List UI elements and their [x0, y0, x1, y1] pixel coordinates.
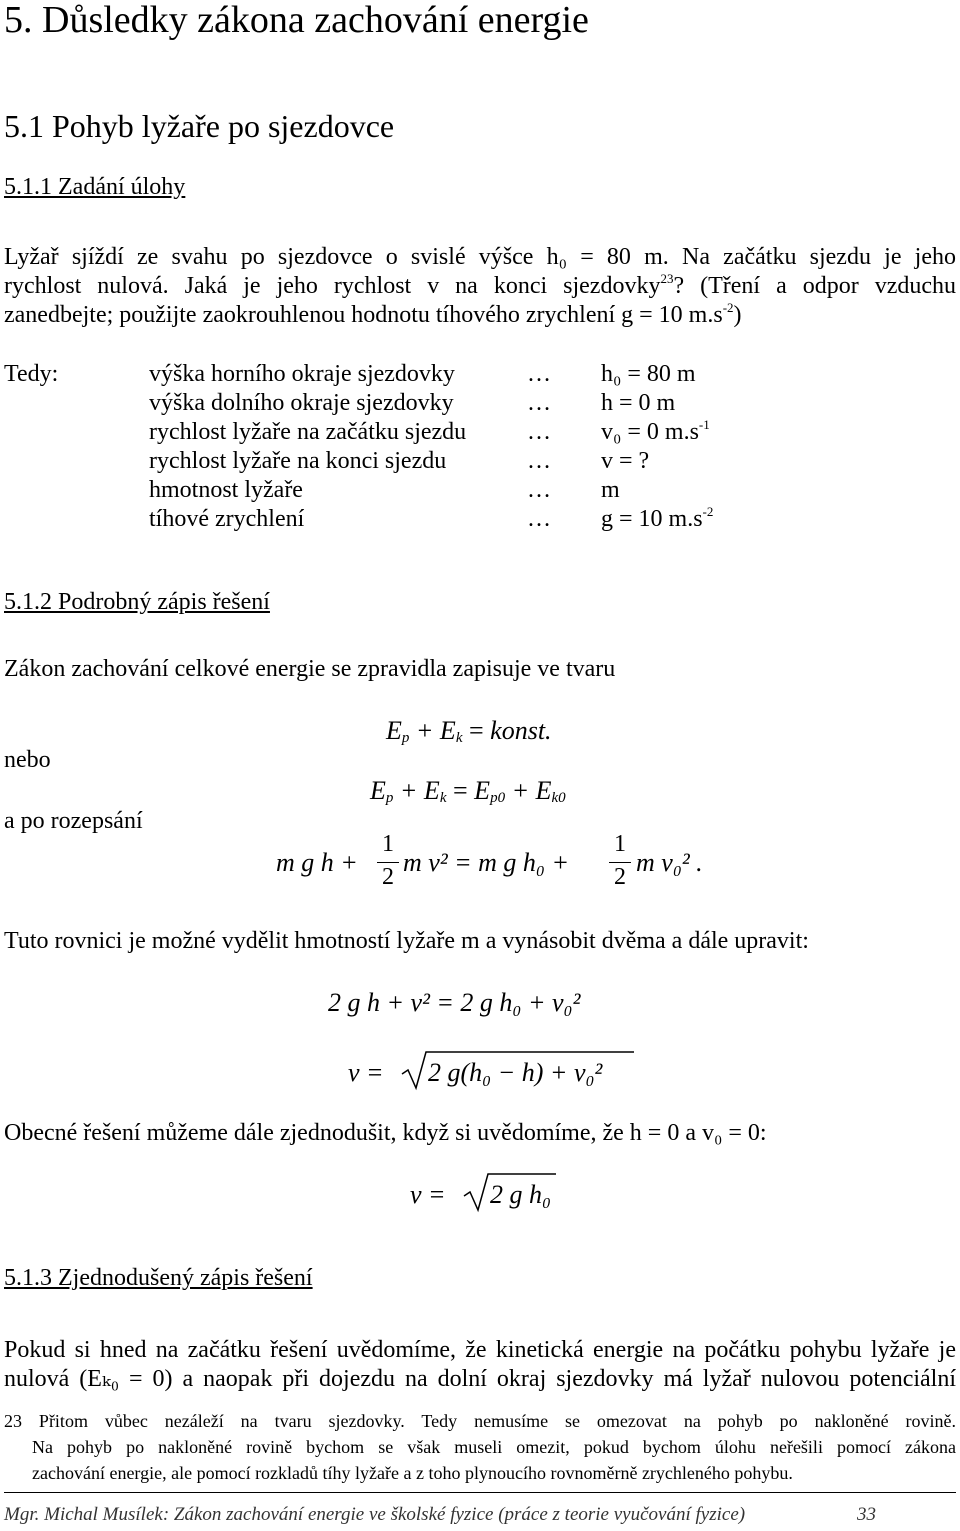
section-title: 5.1 Pohyb lyžaře po sjezdovce: [4, 108, 395, 144]
given-value-text: m: [601, 477, 620, 503]
footnote-line: 23 Přitom vůbec nezáleží na tvaru sjezdovky. Tedy nemusíme se omezovat na pohyb po nakloněné rovině.: [4, 1411, 956, 1431]
equation-energy-balance: $E_p + E_k = E_{p0} + E_{k0}$: [370, 776, 566, 806]
fraction-numerator: 1: [614, 831, 626, 857]
fraction-bar: [377, 862, 399, 863]
equation-simplified: 2 g h + v² = 2 g h₀ + v₀²: [328, 988, 581, 1017]
given-value-text: v₀ = 0 m.s: [601, 419, 699, 445]
fraction-bar: [609, 862, 631, 863]
page-number: 33: [857, 1504, 876, 1525]
task-paragraph: [4, 243, 956, 330]
simplified-line: Pokud si hned na začátku řešení uvědomíme, že kinetická energie na počátku pohybu lyžaře je: [4, 1337, 956, 1363]
footnote: [4, 1408, 956, 1486]
footnote-line: zachování energie, ale pomocí rozkladů tíhy lyžaře a z toho plynoucího rovnoměrně zrychleného pohybu.: [32, 1463, 793, 1483]
given-label: Tedy:: [4, 361, 59, 387]
chapter-title: 5. Důsledky zákona zachování energie: [4, 0, 589, 41]
given-row: [4, 505, 944, 534]
task-line: Lyžař sjíždí ze svahu po sjezdovce o svislé výšce h₀ = 80 m. Na začátku sjezdu je jeho: [4, 244, 956, 270]
equation-expanded-middle: m v² = m g h₀ +: [403, 848, 570, 877]
task-line: [4, 301, 956, 330]
subsection-title-simplified: 5.1.3 Zjednodušený zápis řešení: [4, 1265, 313, 1291]
given-table: [4, 360, 944, 534]
equation-v-root: 2 g(h₀ − h) + v₀²: [428, 1058, 603, 1087]
rozepsani-label: a po rozepsání: [4, 808, 143, 834]
given-desc: výška horního okraje sjezdovky: [149, 361, 455, 387]
equation-final-root: 2 g h₀: [490, 1180, 552, 1209]
given-value: [601, 476, 620, 505]
given-dots: …: [527, 506, 551, 532]
given-desc: rychlost lyžaře na konci sjezdu: [149, 448, 447, 474]
task-text: ): [733, 302, 742, 328]
given-value: [601, 505, 713, 534]
fraction-denominator: 2: [382, 864, 394, 890]
given-desc: výška dolního okraje sjezdovky: [149, 390, 454, 416]
fraction-numerator: 1: [382, 831, 394, 857]
footer-text: Mgr. Michal Musílek: Zákon zachování energie ve školské fyzice (práce z teorie vyučování fyzice): [4, 1504, 746, 1525]
simplified-paragraph: [4, 1336, 956, 1394]
given-row: [4, 447, 944, 476]
given-row: [4, 360, 944, 389]
task-line: [4, 272, 956, 301]
exponent: -2: [722, 300, 734, 315]
given-dots: …: [527, 477, 551, 503]
given-value-text: h = 0 m: [601, 390, 676, 416]
fraction-denominator: 2: [614, 864, 626, 890]
given-dots: …: [527, 448, 551, 474]
general-paragraph: Obecné řešení můžeme dále zjednodušit, když si uvědomíme, že h = 0 a v₀ = 0:: [4, 1120, 767, 1146]
given-desc: tíhové zrychlení: [149, 506, 305, 532]
given-desc: hmotnost lyžaře: [149, 477, 303, 503]
exponent: -1: [698, 417, 710, 432]
subsection-title-detailed: 5.1.2 Podrobný zápis řešení: [4, 589, 270, 615]
given-dots: …: [527, 419, 551, 445]
equation-expanded-left: m g h +: [276, 848, 358, 877]
task-text: zanedbejte; použijte zaokrouhlenou hodnotu tíhového zrychlení g = 10 m.s: [4, 302, 723, 328]
footnote-line: Na pohyb po nakloněné rovině bychom se však museli omezit, pokud bychom úlohu neřešili pomocí zákona: [32, 1437, 956, 1457]
equation-energy-constant: $E_p + E_k$ = konst.: [386, 716, 552, 746]
task-text: ? (Tření a odpor vzduchu: [673, 273, 957, 299]
given-row: [4, 476, 944, 505]
page-footer: [4, 1504, 954, 1526]
given-value-text: h₀ = 80 m: [601, 361, 696, 387]
task-text: rychlost nulová. Jaká je jeho rychlost v na konci sjezdovky: [4, 273, 661, 299]
footer-divider: [4, 1492, 956, 1493]
given-dots: …: [527, 390, 551, 416]
equation-final-left: v =: [410, 1180, 446, 1209]
nebo-label: nebo: [4, 747, 51, 773]
given-row: [4, 418, 944, 447]
divide-paragraph: Tuto rovnici je možné vydělit hmotností lyžaře m a vynásobit dvěma a dále upravit:: [4, 928, 809, 954]
footnote-ref: 23: [660, 271, 674, 286]
equation-v-left: v =: [348, 1058, 384, 1087]
given-value-text: g = 10 m.s: [601, 506, 703, 532]
exponent: -2: [702, 504, 714, 519]
given-desc: rychlost lyžaře na začátku sjezdu: [149, 419, 467, 445]
given-value-text: v = ?: [601, 448, 650, 474]
subsection-title-assignment: 5.1.1 Zadání úlohy: [4, 174, 186, 200]
given-value: [601, 418, 710, 447]
given-row: [4, 389, 944, 418]
simplified-line: nulová (Eₖ₀ = 0) a naopak při dojezdu na dolní okraj sjezdovky má lyžař nulovou potenciální: [4, 1366, 956, 1392]
solution-intro: Zákon zachování celkové energie se zpravidla zapisuje ve tvaru: [4, 656, 616, 682]
given-value: [601, 360, 696, 389]
given-value: [601, 389, 675, 418]
equation-expanded-right: m v₀² .: [636, 848, 703, 877]
given-dots: …: [527, 361, 551, 387]
given-value: [601, 447, 649, 476]
